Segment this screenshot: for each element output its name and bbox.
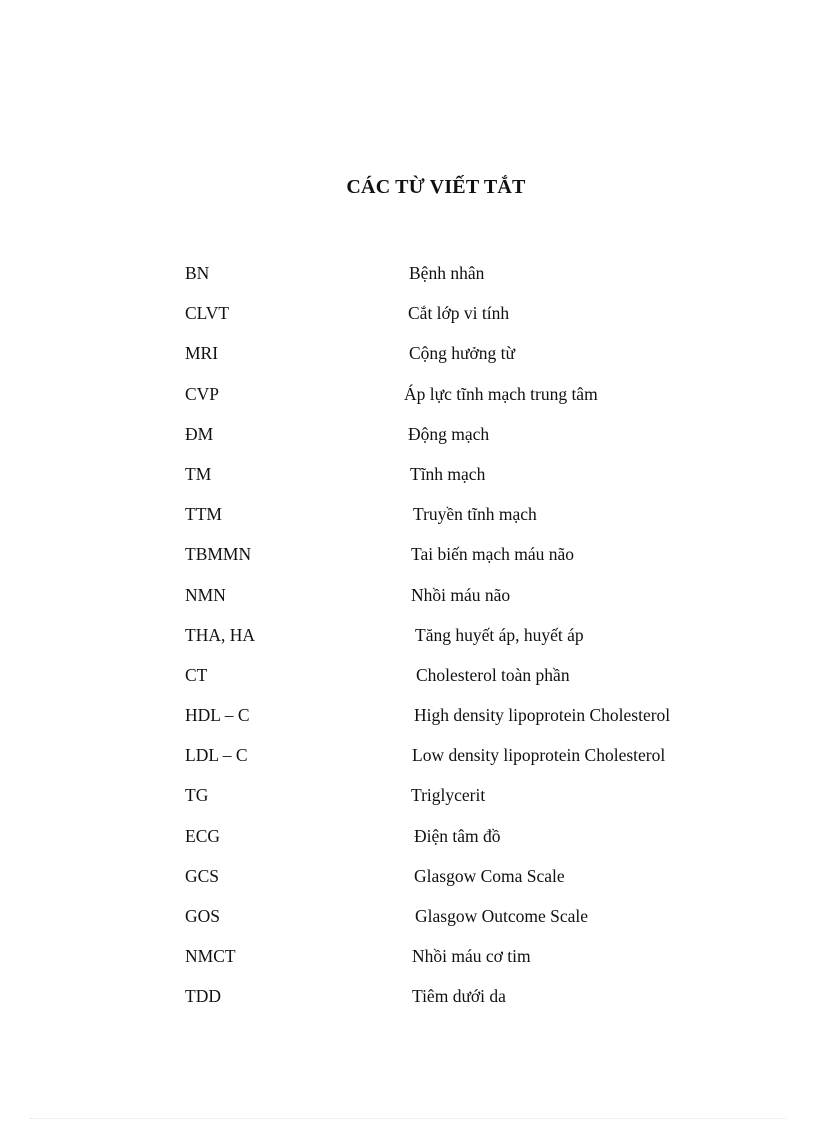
abbreviation-definition: Điện tâm đồ	[414, 825, 501, 846]
list-item	[0, 503, 816, 543]
list-item	[0, 624, 816, 664]
list-item	[0, 463, 816, 503]
list-item	[0, 744, 816, 784]
abbreviation-term: NMCT	[185, 946, 236, 967]
abbreviation-term: ĐM	[185, 423, 214, 444]
abbreviation-definition: Cholesterol toàn phần	[416, 664, 570, 685]
list-item	[0, 262, 816, 302]
list-item	[0, 825, 816, 865]
list-item	[0, 905, 816, 945]
list-item	[0, 584, 816, 624]
abbreviation-term: CLVT	[185, 303, 230, 324]
abbreviation-definition: Bệnh nhân	[409, 263, 485, 283]
abbreviation-term: TG	[185, 785, 209, 806]
list-item	[0, 704, 816, 744]
abbreviation-definition: Triglycerit	[411, 785, 486, 806]
abbreviation-term: TBMMN	[185, 544, 252, 565]
abbreviation-term: MRI	[185, 343, 219, 364]
abbreviation-term: TDD	[185, 986, 221, 1007]
list-item	[0, 784, 816, 824]
abbreviation-term: TM	[185, 463, 212, 484]
abbreviation-term: HDL – C	[185, 705, 250, 726]
abbreviation-term: ECG	[185, 825, 220, 846]
abbreviation-term: GOS	[185, 906, 221, 926]
list-item	[0, 302, 816, 342]
list-item	[0, 664, 816, 704]
abbreviation-definition: High density lipoprotein Cholesterol	[414, 705, 671, 726]
abbreviation-definition: Truyền tĩnh mạch	[413, 504, 537, 525]
list-item	[0, 985, 816, 1025]
abbreviation-definition: Tiêm dưới da	[412, 986, 506, 1007]
abbreviation-definition: Tai biến mạch máu não	[411, 544, 575, 565]
list-item	[0, 383, 816, 423]
abbreviation-definition: Cộng hưởng từ	[409, 343, 516, 364]
abbreviation-term: LDL – C	[185, 745, 248, 766]
list-item	[0, 423, 816, 463]
list-item	[0, 945, 816, 985]
abbreviation-definition: Tăng huyết áp, huyết áp	[415, 624, 584, 645]
abbreviation-definition: Động mạch	[408, 423, 490, 444]
abbreviation-term: BN	[185, 263, 210, 283]
abbreviation-list	[0, 262, 816, 1026]
abbreviation-term: TTM	[185, 504, 222, 525]
abbreviation-definition: Tĩnh mạch	[410, 463, 486, 484]
abbreviation-term: THA, HA	[185, 624, 255, 645]
abbreviation-definition: Nhồi máu cơ tim	[412, 946, 531, 967]
abbreviation-definition: Áp lực tĩnh mạch trung tâm	[404, 383, 598, 404]
abbreviation-definition: Cắt lớp vi tính	[408, 303, 510, 324]
abbreviation-term: NMN	[185, 584, 226, 605]
list-item	[0, 342, 816, 382]
abbreviation-definition: Low density lipoprotein Cholesterol	[412, 745, 666, 766]
abbreviation-definition: Glasgow Outcome Scale	[415, 906, 589, 926]
list-item	[0, 543, 816, 583]
list-item	[0, 865, 816, 905]
abbreviation-term: GCS	[185, 865, 220, 886]
abbreviation-term: CT	[185, 664, 208, 685]
page-bottom-divider	[30, 1118, 786, 1119]
abbreviation-term: CVP	[185, 383, 220, 404]
page-title: CÁC TỪ VIẾT TẮT	[346, 176, 526, 198]
abbreviation-definition: Nhồi máu não	[411, 584, 511, 605]
abbreviation-definition: Glasgow Coma Scale	[414, 865, 565, 886]
